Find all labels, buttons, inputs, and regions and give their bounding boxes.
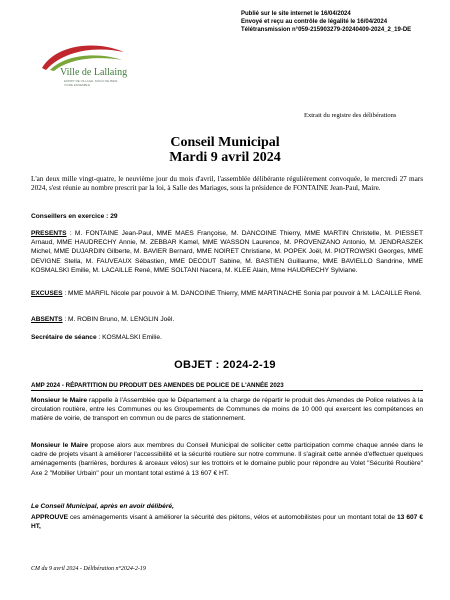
stamp-transmission: Télétransmission n°059-215903279-20240409-2024_2_19-DE	[241, 27, 412, 33]
stamp-received: Envoyé et reçu au contrôle de légalité le 16/04/2024	[241, 19, 388, 25]
para2-lead: Monsieur le Maire	[31, 442, 88, 449]
excuses-text: : MME MARFIL Nicole par pouvoir à M. DANCOINE Thierry, MME MARTINACHE Sonia par pouvoir à M. LACAILLE René.	[62, 290, 422, 297]
conseillers-value: 29	[110, 213, 118, 220]
absents-text: : M. ROBIN Bruno, M. LENGLIN Joël.	[62, 316, 175, 323]
logo-name: Ville de Lallaing	[60, 67, 128, 78]
para1-lead: Monsieur le Maire	[31, 397, 88, 404]
presents-label: PRESENTS	[31, 230, 67, 237]
objet-heading: OBJET : 2024-2-19	[174, 359, 276, 371]
para1-text: rappelle à l'Assemblée que le Département a la charge de répartir le produit des Amendes de Police relatives à la circulation routière, entre les Communes ou les Groupements de Communes de moins de 10 000 qui exercent les compétences en matière de voirie, de transport en commun ou de parcs de stationnement.	[31, 397, 423, 423]
conseillers-line	[31, 212, 423, 221]
para4-text: ces aménagements visant à améliorer la sécurité des piétons, vélos et automobilistes pour un montant total de	[68, 514, 398, 521]
para3-text: Le Conseil Municipal, après en avoir délibéré,	[31, 503, 174, 510]
para4-lead: APPROUVE	[31, 514, 69, 521]
para2-text: propose alors aux membres du Conseil Municipal de solliciter cette participation comme chaque année dans le cadre de projets visant à améliorer l'accessibilité et la sécurité routière sur notre commune. Il s'agirait cette année d'effectuer quelques aménagements (barrières, bordures & arceaux vélos) sur les trottoirs et le domaine public pour répondre au Volet "Sécurité Routière" Axe 2 "Mobilier Urbain" pour un montant total estimé à 13 607 € HT.	[31, 442, 423, 477]
amp-title: AMP 2024 - RÉPARTITION DU PRODUIT DES AMENDES DE POLICE DE L'ANNÉE 2023	[31, 382, 284, 389]
page-subtitle: Mardi 9 avril 2024	[169, 150, 281, 165]
stamp-published: Publié sur le site internet le 16/04/2024	[241, 11, 351, 17]
excuses-paragraph	[31, 289, 423, 298]
city-logo	[36, 40, 128, 100]
secretaire-paragraph	[31, 333, 423, 342]
page-title: Conseil Municipal	[170, 135, 280, 150]
conseillers-label: Conseillers en exercice :	[31, 213, 109, 220]
absents-label: ABSENTS	[31, 316, 63, 323]
paragraph-rappel	[31, 396, 423, 424]
extrait-label: Extrait du registre des délibérations	[304, 112, 397, 119]
para4-amount: 13 607 € HT,	[31, 514, 423, 531]
page-footer: CM du 9 avril 2024 - Délibération n°2024-2-19	[31, 566, 146, 572]
intro-paragraph: L'an deux mille vingt-quatre, le neuvième jour du mois d'avril, l'assemblée délibérante régulièrement convoquée, le mercredi 27 mars 2024, s'est réunie au nombre prescrit par la loi, à Salle des Mariages, sous la présidence de FONTAINE Jean-Paul, Maire.	[31, 175, 423, 193]
excuses-label: EXCUSES	[31, 290, 63, 297]
presents-paragraph	[31, 229, 423, 275]
presents-text: : M. FONTAINE Jean-Paul, MME MAES Françoise, M. DANCOINE Thierry, MME MARTIN Christelle, M. PIESSET Arnaud, MME HAUDRECHY Annie, M. ZEBBAR Kamel, MME WASSON Laurence, M. PROVENZANO Antonio, M. JENDRASZEK Michel, MME DUJARDIN Gilberte, M. BAVIER Bernard, MME NOIRET Christiane, M. POPEK Joël, M. PIOTROWSKI Georges, MME DEVIGNE Stella, M. FAUVEAUX Sébastien, MME DECOUT Sabine, M. BASTIEN Guillaume, MME BAVIELLO Sandrine, MME KOSMALSKI Emilie, M. LACAILLE René, MME SOLTANI Nacera, M. KLEE Alain, Mme HAUDRECHY Sylviane.	[31, 230, 423, 274]
absents-paragraph	[31, 315, 423, 324]
title-rule	[31, 390, 423, 391]
secretaire-text: : KOSMALSKI Emilie.	[96, 334, 162, 341]
publication-stamp	[241, 10, 447, 34]
logo-tagline: ESPRIT DE VILLAGE, SOUCI DE BIEN-VIVRE ENSEMBLE	[64, 79, 119, 87]
secretaire-label: Secrétaire de séance	[31, 334, 97, 341]
paragraph-approuve	[31, 513, 423, 531]
paragraph-deliberation	[31, 502, 423, 511]
paragraph-proposition	[31, 441, 423, 478]
